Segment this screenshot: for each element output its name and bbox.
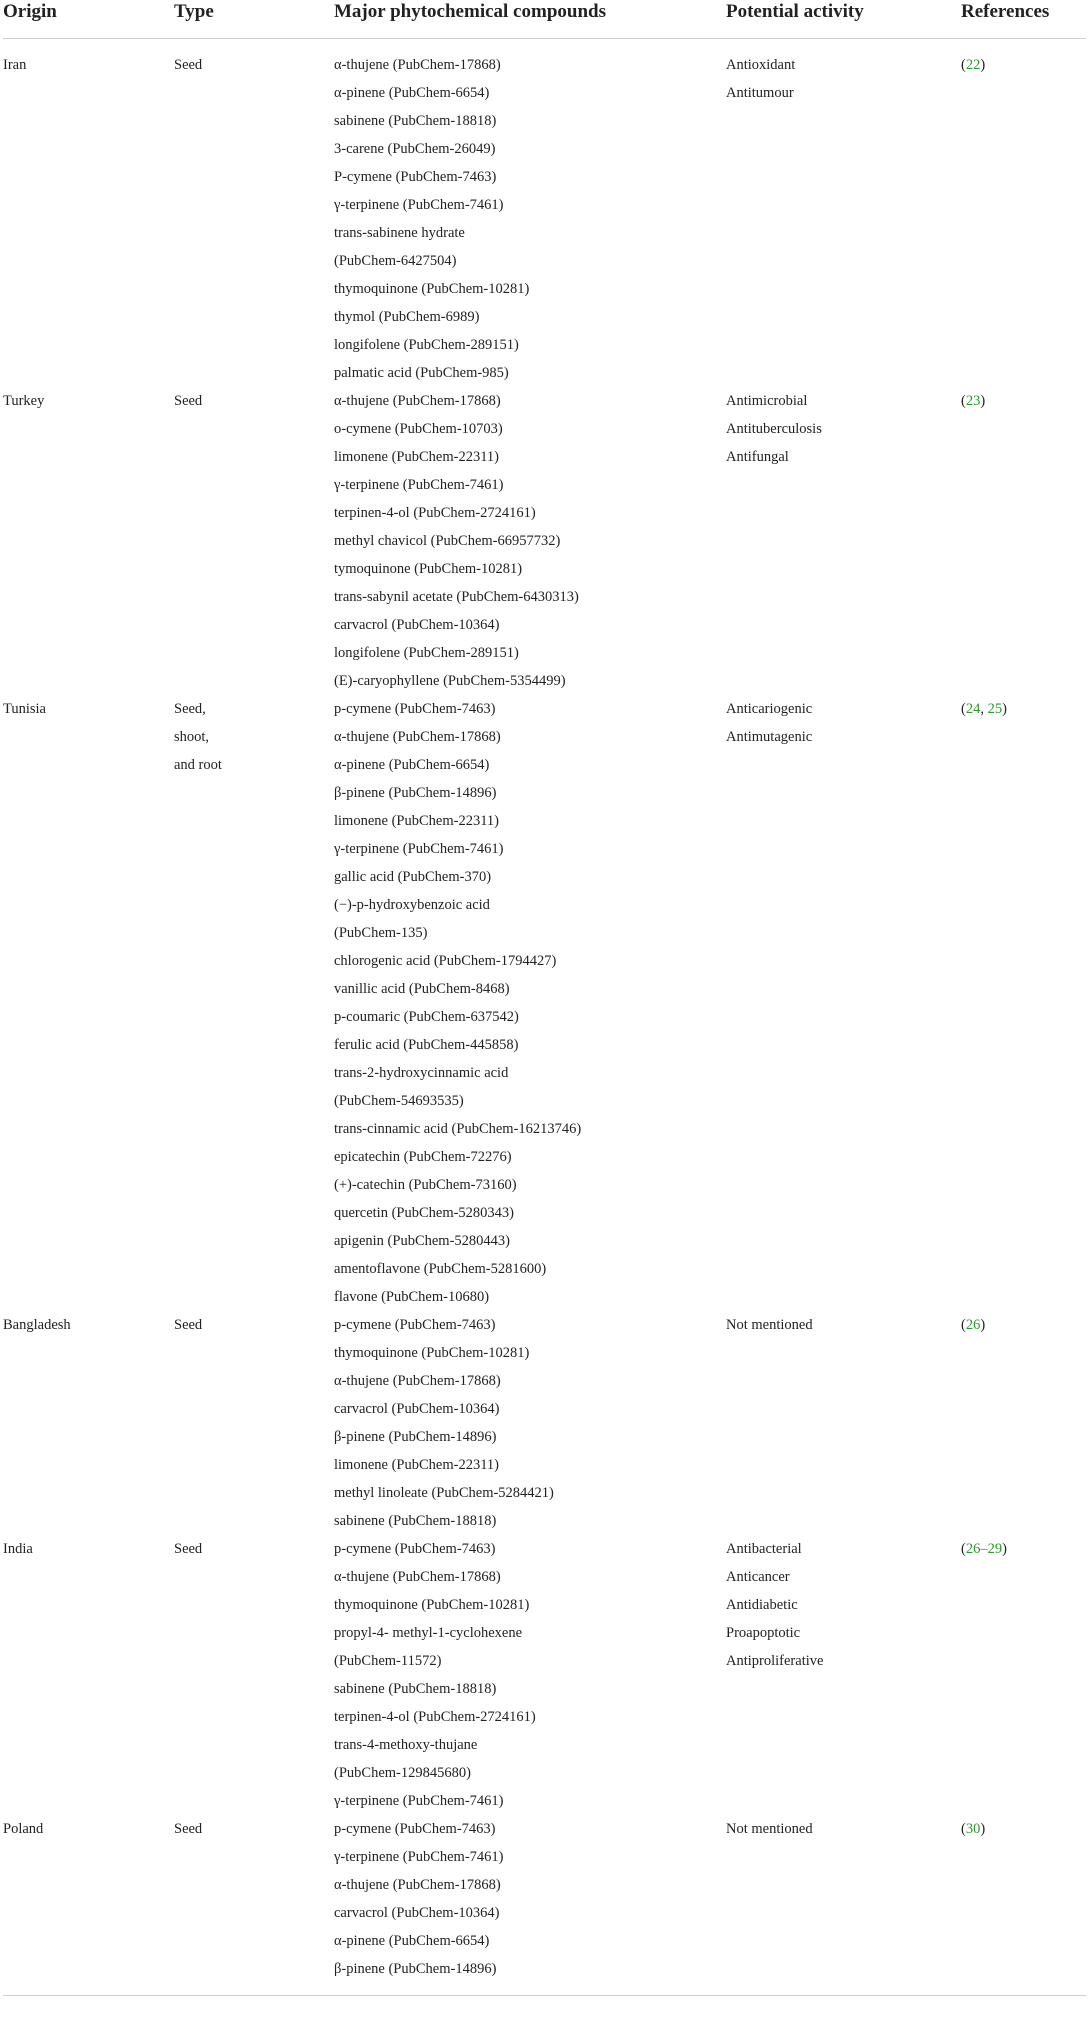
cell-origin: Bangladesh <box>3 1317 71 1333</box>
cell-type <box>174 695 334 1311</box>
compound-line: terpinen-4-ol (PubChem-2724161) <box>334 1709 536 1725</box>
compound-line: α-pinene (PubChem-6654) <box>334 1933 490 1949</box>
cell-activity <box>726 695 961 1311</box>
compound-line: (+)-catechin (PubChem-73160) <box>334 1177 517 1193</box>
compound-line: 3-carene (PubChem-26049) <box>334 141 496 157</box>
compound-line: trans-sabynil acetate (PubChem-6430313) <box>334 589 579 605</box>
ref-open-paren: ( <box>961 1317 966 1333</box>
compound-line: (PubChem-135) <box>334 925 428 941</box>
compound-line: p-cymene (PubChem-7463) <box>334 701 496 717</box>
type-line: Seed <box>174 1821 203 1837</box>
compound-line: gallic acid (PubChem-370) <box>334 869 492 885</box>
reference-link[interactable]: 30 <box>965 1821 981 1837</box>
type-line: Seed <box>174 393 203 409</box>
compound-line: carvacrol (PubChem-10364) <box>334 617 500 633</box>
compound-line: methyl linoleate (PubChem-5284421) <box>334 1485 554 1501</box>
compound-line: α-thujene (PubChem-17868) <box>334 1373 501 1389</box>
ref-close-paren: ) <box>1002 701 1007 717</box>
ref-open-paren: ( <box>961 1821 966 1837</box>
compound-line: carvacrol (PubChem-10364) <box>334 1905 500 1921</box>
header-row <box>3 0 1086 39</box>
compound-line: (PubChem-54693535) <box>334 1093 464 1109</box>
activity-line: Antiproliferative <box>726 1653 824 1669</box>
compound-line: propyl-4- methyl-1-cyclohexene <box>334 1625 523 1641</box>
compound-line: methyl chavicol (PubChem-66957732) <box>334 533 561 549</box>
table-row <box>3 1311 1086 1535</box>
type-line: shoot, <box>174 729 210 745</box>
compound-line: apigenin (PubChem-5280443) <box>334 1233 510 1249</box>
compound-line: amentoflavone (PubChem-5281600) <box>334 1261 547 1277</box>
compound-line: trans-cinnamic acid (PubChem-16213746) <box>334 1121 582 1137</box>
cell-compounds <box>334 1815 726 1996</box>
compound-line: epicatechin (PubChem-72276) <box>334 1149 512 1165</box>
table-row <box>3 387 1086 695</box>
reference-link[interactable]: 23 <box>965 393 981 409</box>
type-line: Seed <box>174 1541 203 1557</box>
compound-line: thymoquinone (PubChem-10281) <box>334 1597 530 1613</box>
ref-open-paren: ( <box>961 57 966 73</box>
activity-line: Antimicrobial <box>726 393 808 409</box>
compound-line: α-thujene (PubChem-17868) <box>334 393 501 409</box>
compound-line: (E)-caryophyllene (PubChem-5354499) <box>334 673 566 689</box>
compound-line: limonene (PubChem-22311) <box>334 449 499 465</box>
compound-line: sabinene (PubChem-18818) <box>334 113 497 129</box>
compound-line: p-cymene (PubChem-7463) <box>334 1821 496 1837</box>
type-line: Seed <box>174 57 203 73</box>
compound-line: tymoquinone (PubChem-10281) <box>334 561 523 577</box>
compound-line: o-cymene (PubChem-10703) <box>334 421 503 437</box>
activity-line: Anticancer <box>726 1569 790 1585</box>
table-body <box>3 39 1086 1996</box>
reference-link[interactable]: 22 <box>965 57 981 73</box>
cell-references <box>961 387 1086 695</box>
cell-type <box>174 39 334 388</box>
compound-line: (PubChem-6427504) <box>334 253 457 269</box>
compound-line: carvacrol (PubChem-10364) <box>334 1401 500 1417</box>
activity-line: Proapoptotic <box>726 1625 801 1641</box>
compound-line: trans-2-hydroxycinnamic acid <box>334 1065 509 1081</box>
compound-line: γ-terpinene (PubChem-7461) <box>334 1793 504 1809</box>
compound-line: p-cymene (PubChem-7463) <box>334 1541 496 1557</box>
compound-line: β-pinene (PubChem-14896) <box>334 1429 497 1445</box>
compound-line: (PubChem-129845680) <box>334 1765 471 1781</box>
activity-line: Antimutagenic <box>726 729 813 745</box>
compound-line: quercetin (PubChem-5280343) <box>334 1205 515 1221</box>
activity-line: Antituberculosis <box>726 421 822 437</box>
type-line: Seed <box>174 1317 203 1333</box>
cell-activity <box>726 1535 961 1815</box>
cell-origin: Poland <box>3 1815 174 1996</box>
compound-line: limonene (PubChem-22311) <box>334 813 499 829</box>
table-row <box>3 1815 1086 1996</box>
activity-line: Antidiabetic <box>726 1597 798 1613</box>
compound-line: γ-terpinene (PubChem-7461) <box>334 477 504 493</box>
ref-close-paren: ) <box>980 57 986 73</box>
cell-compounds <box>334 1535 726 1815</box>
cell-type <box>174 1535 334 1815</box>
ref-open-paren: ( <box>961 1541 966 1557</box>
cell-activity <box>726 387 961 695</box>
compound-line: p-cymene (PubChem-7463) <box>334 1317 496 1333</box>
compound-line: α-pinene (PubChem-6654) <box>334 757 490 773</box>
cell-references <box>961 1535 1086 1815</box>
compound-line: ferulic acid (PubChem-445858) <box>334 1037 519 1053</box>
compound-line: γ-terpinene (PubChem-7461) <box>334 841 504 857</box>
header-type: Type <box>174 0 334 39</box>
compound-line: sabinene (PubChem-18818) <box>334 1513 497 1529</box>
compound-line: longifolene (PubChem-289151) <box>334 337 519 353</box>
cell-compounds <box>334 695 726 1311</box>
activity-line: Antioxidant <box>726 57 796 73</box>
activity-line: Antibacterial <box>726 1541 802 1557</box>
header-activity: Potential activity <box>726 0 961 39</box>
activity-line: Not mentioned <box>726 1821 813 1837</box>
cell-type <box>174 387 334 695</box>
compound-line: α-thujene (PubChem-17868) <box>334 57 501 73</box>
type-line: and root <box>174 757 222 773</box>
compound-line: thymoquinone (PubChem-10281) <box>334 281 530 297</box>
header-origin: Origin <box>3 0 174 39</box>
compound-line: trans-sabinene hydrate <box>334 225 465 241</box>
ref-close-paren: ) <box>980 1821 986 1837</box>
cell-activity <box>726 1311 961 1535</box>
ref-close-paren: ) <box>980 1317 986 1333</box>
compound-line: thymol (PubChem-6989) <box>334 309 480 325</box>
cell-compounds <box>334 387 726 695</box>
table-header <box>3 0 1086 39</box>
compound-line: γ-terpinene (PubChem-7461) <box>334 197 504 213</box>
compound-line: α-thujene (PubChem-17868) <box>334 1877 501 1893</box>
table-row <box>3 39 1086 388</box>
compound-line: palmatic acid (PubChem-985) <box>334 365 509 381</box>
reference-link[interactable]: 24 <box>965 701 981 717</box>
cell-references <box>961 1815 1086 1996</box>
header-compounds: Major phytochemical compounds <box>334 0 726 39</box>
compound-line: α-thujene (PubChem-17868) <box>334 729 501 745</box>
compound-line: trans-4-methoxy-thujane <box>334 1737 478 1753</box>
compound-line: p-coumaric (PubChem-637542) <box>334 1009 519 1025</box>
compound-line: α-thujene (PubChem-17868) <box>334 1569 501 1585</box>
cell-activity <box>726 1815 961 1996</box>
cell-activity <box>726 39 961 388</box>
reference-link[interactable]: 25 <box>987 701 1003 717</box>
compound-line: chlorogenic acid (PubChem-1794427) <box>334 953 557 969</box>
compound-line: thymoquinone (PubChem-10281) <box>334 1345 530 1361</box>
cell-compounds <box>334 39 726 388</box>
compound-line: sabinene (PubChem-18818) <box>334 1681 497 1697</box>
ref-close-paren: ) <box>1002 1541 1007 1557</box>
cell-references <box>961 695 1086 1311</box>
ref-open-paren: ( <box>961 701 966 717</box>
cell-type <box>174 1311 334 1535</box>
compound-line: γ-terpinene (PubChem-7461) <box>334 1849 504 1865</box>
compound-line: terpinen-4-ol (PubChem-2724161) <box>334 505 536 521</box>
compound-line: β-pinene (PubChem-14896) <box>334 785 497 801</box>
activity-line: Antifungal <box>726 449 789 465</box>
compound-line: flavone (PubChem-10680) <box>334 1289 490 1305</box>
ref-separator: , <box>980 701 988 717</box>
activity-line: Antitumour <box>726 85 794 101</box>
activity-line: Anticariogenic <box>726 701 813 717</box>
cell-references <box>961 1311 1086 1535</box>
table-row <box>3 695 1086 1311</box>
compound-line: α-pinene (PubChem-6654) <box>334 85 490 101</box>
header-references: References <box>961 0 1086 39</box>
phytochemical-table <box>3 0 1086 1996</box>
ref-close-paren: ) <box>980 393 986 409</box>
cell-origin: Iran <box>3 57 27 73</box>
compound-line: longifolene (PubChem-289151) <box>334 645 519 661</box>
ref-open-paren: ( <box>961 393 966 409</box>
cell-origin: India <box>3 1541 33 1557</box>
compound-line: limonene (PubChem-22311) <box>334 1457 499 1473</box>
cell-references <box>961 39 1086 388</box>
cell-type <box>174 1815 334 1996</box>
type-line: Seed, <box>174 701 206 717</box>
cell-origin: Tunisia <box>3 701 46 717</box>
cell-compounds <box>334 1311 726 1535</box>
table-row <box>3 1535 1086 1815</box>
reference-link[interactable]: 26–29 <box>965 1541 1003 1557</box>
compound-line: (PubChem-11572) <box>334 1653 442 1669</box>
compound-line: (−)-p-hydroxybenzoic acid <box>334 897 490 913</box>
reference-link[interactable]: 26 <box>965 1317 981 1333</box>
activity-line: Not mentioned <box>726 1317 813 1333</box>
cell-origin: Turkey <box>3 393 45 409</box>
compound-line: β-pinene (PubChem-14896) <box>334 1961 497 1977</box>
compound-line: vanillic acid (PubChem-8468) <box>334 981 510 997</box>
compound-line: P-cymene (PubChem-7463) <box>334 169 497 185</box>
